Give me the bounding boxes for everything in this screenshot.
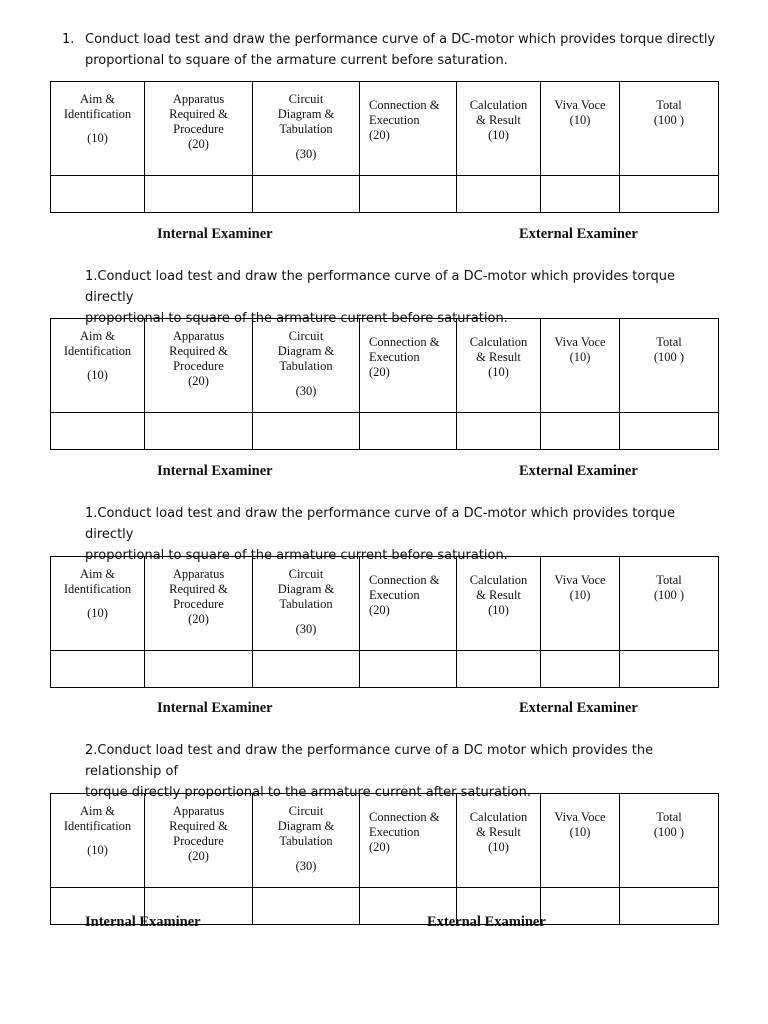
mark-cell[interactable] <box>253 413 360 450</box>
header-circuit: Circuit Diagram & Tabulation (30) <box>253 557 360 651</box>
mark-cell[interactable] <box>541 651 620 688</box>
mark-cell[interactable] <box>360 651 457 688</box>
header-aim: Aim & Identification (10) <box>51 794 145 888</box>
marks-entry-row <box>51 176 719 213</box>
header-calculation: Calculation & Result (10) <box>457 82 541 176</box>
header-calculation: Calculation & Result (10) <box>457 794 541 888</box>
marks-entry-row <box>51 651 719 688</box>
mark-cell[interactable] <box>253 651 360 688</box>
question-text: 1.Conduct load test and draw the performance curve of a DC-motor which provides torque directly proportional to square of the armature current before saturation. <box>85 269 675 326</box>
external-examiner-label: External Examiner <box>519 463 638 479</box>
header-calculation: Calculation & Result (10) <box>457 557 541 651</box>
header-apparatus: Apparatus Required & Procedure (20) <box>145 319 253 413</box>
table-header-row <box>51 319 719 413</box>
header-aim: Aim & Identification (10) <box>51 557 145 651</box>
header-apparatus: Apparatus Required & Procedure (20) <box>145 82 253 176</box>
table-header-row <box>51 794 719 888</box>
question-text: Conduct load test and draw the performance curve of a DC-motor which provides torque directly proportional to square of the armature current before saturation. <box>85 32 716 68</box>
header-calculation: Calculation & Result (10) <box>457 319 541 413</box>
header-circuit: Circuit Diagram & Tabulation (30) <box>253 319 360 413</box>
mark-cell[interactable] <box>51 413 145 450</box>
mark-cell[interactable] <box>51 176 145 213</box>
header-connection: Connection & Execution (20) <box>360 557 457 651</box>
header-total: Total (100 ) <box>620 82 719 176</box>
mark-cell[interactable] <box>457 176 541 213</box>
question-number: 1. <box>62 32 75 47</box>
header-circuit: Circuit Diagram & Tabulation (30) <box>253 794 360 888</box>
header-connection: Connection & Execution (20) <box>360 319 457 413</box>
header-circuit: Circuit Diagram & Tabulation (30) <box>253 82 360 176</box>
mark-cell[interactable] <box>51 651 145 688</box>
mark-cell[interactable] <box>145 413 253 450</box>
external-examiner-label: External Examiner <box>519 700 638 716</box>
mark-cell[interactable] <box>620 176 719 213</box>
header-total: Total (100 ) <box>620 794 719 888</box>
mark-cell[interactable] <box>457 651 541 688</box>
header-aim: Aim & Identification (10) <box>51 319 145 413</box>
mark-cell[interactable] <box>620 413 719 450</box>
marks-table <box>50 793 719 925</box>
header-aim: Aim & Identification (10) <box>51 82 145 176</box>
mark-cell[interactable] <box>360 176 457 213</box>
external-examiner-label: External Examiner <box>519 226 638 242</box>
internal-examiner-label: Internal Examiner <box>157 463 273 479</box>
mark-cell[interactable] <box>620 888 719 925</box>
marks-table <box>50 318 719 450</box>
header-viva: Viva Voce (10) <box>541 319 620 413</box>
table-header-row <box>51 82 719 176</box>
mark-cell[interactable] <box>253 176 360 213</box>
header-total: Total (100 ) <box>620 557 719 651</box>
header-connection: Connection & Execution (20) <box>360 794 457 888</box>
question-text: 1.Conduct load test and draw the performance curve of a DC-motor which provides torque directly proportional to square of the armature current before saturation. <box>85 506 675 563</box>
mark-cell[interactable] <box>541 413 620 450</box>
mark-cell[interactable] <box>541 176 620 213</box>
mark-cell[interactable] <box>145 651 253 688</box>
header-connection: Connection & Execution (20) <box>360 82 457 176</box>
marks-table <box>50 81 719 213</box>
internal-examiner-label: Internal Examiner <box>157 700 273 716</box>
marks-table <box>50 556 719 688</box>
internal-examiner-label: Internal Examiner <box>157 226 273 242</box>
header-viva: Viva Voce (10) <box>541 82 620 176</box>
header-viva: Viva Voce (10) <box>541 557 620 651</box>
header-apparatus: Apparatus Required & Procedure (20) <box>145 794 253 888</box>
mark-cell[interactable] <box>253 888 360 925</box>
internal-examiner-label: Internal Examiner <box>85 914 201 930</box>
mark-cell[interactable] <box>620 651 719 688</box>
mark-cell[interactable] <box>145 176 253 213</box>
header-viva: Viva Voce (10) <box>541 794 620 888</box>
external-examiner-label: External Examiner <box>427 914 546 930</box>
question-text: 2.Conduct load test and draw the performance curve of a DC motor which provides the relationship of torque directly proportional to the armature current after saturation. <box>85 743 654 800</box>
table-header-row <box>51 557 719 651</box>
mark-cell[interactable] <box>457 413 541 450</box>
marks-entry-row <box>51 413 719 450</box>
header-apparatus: Apparatus Required & Procedure (20) <box>145 557 253 651</box>
header-total: Total (100 ) <box>620 319 719 413</box>
mark-cell[interactable] <box>360 413 457 450</box>
mark-cell[interactable] <box>541 888 620 925</box>
